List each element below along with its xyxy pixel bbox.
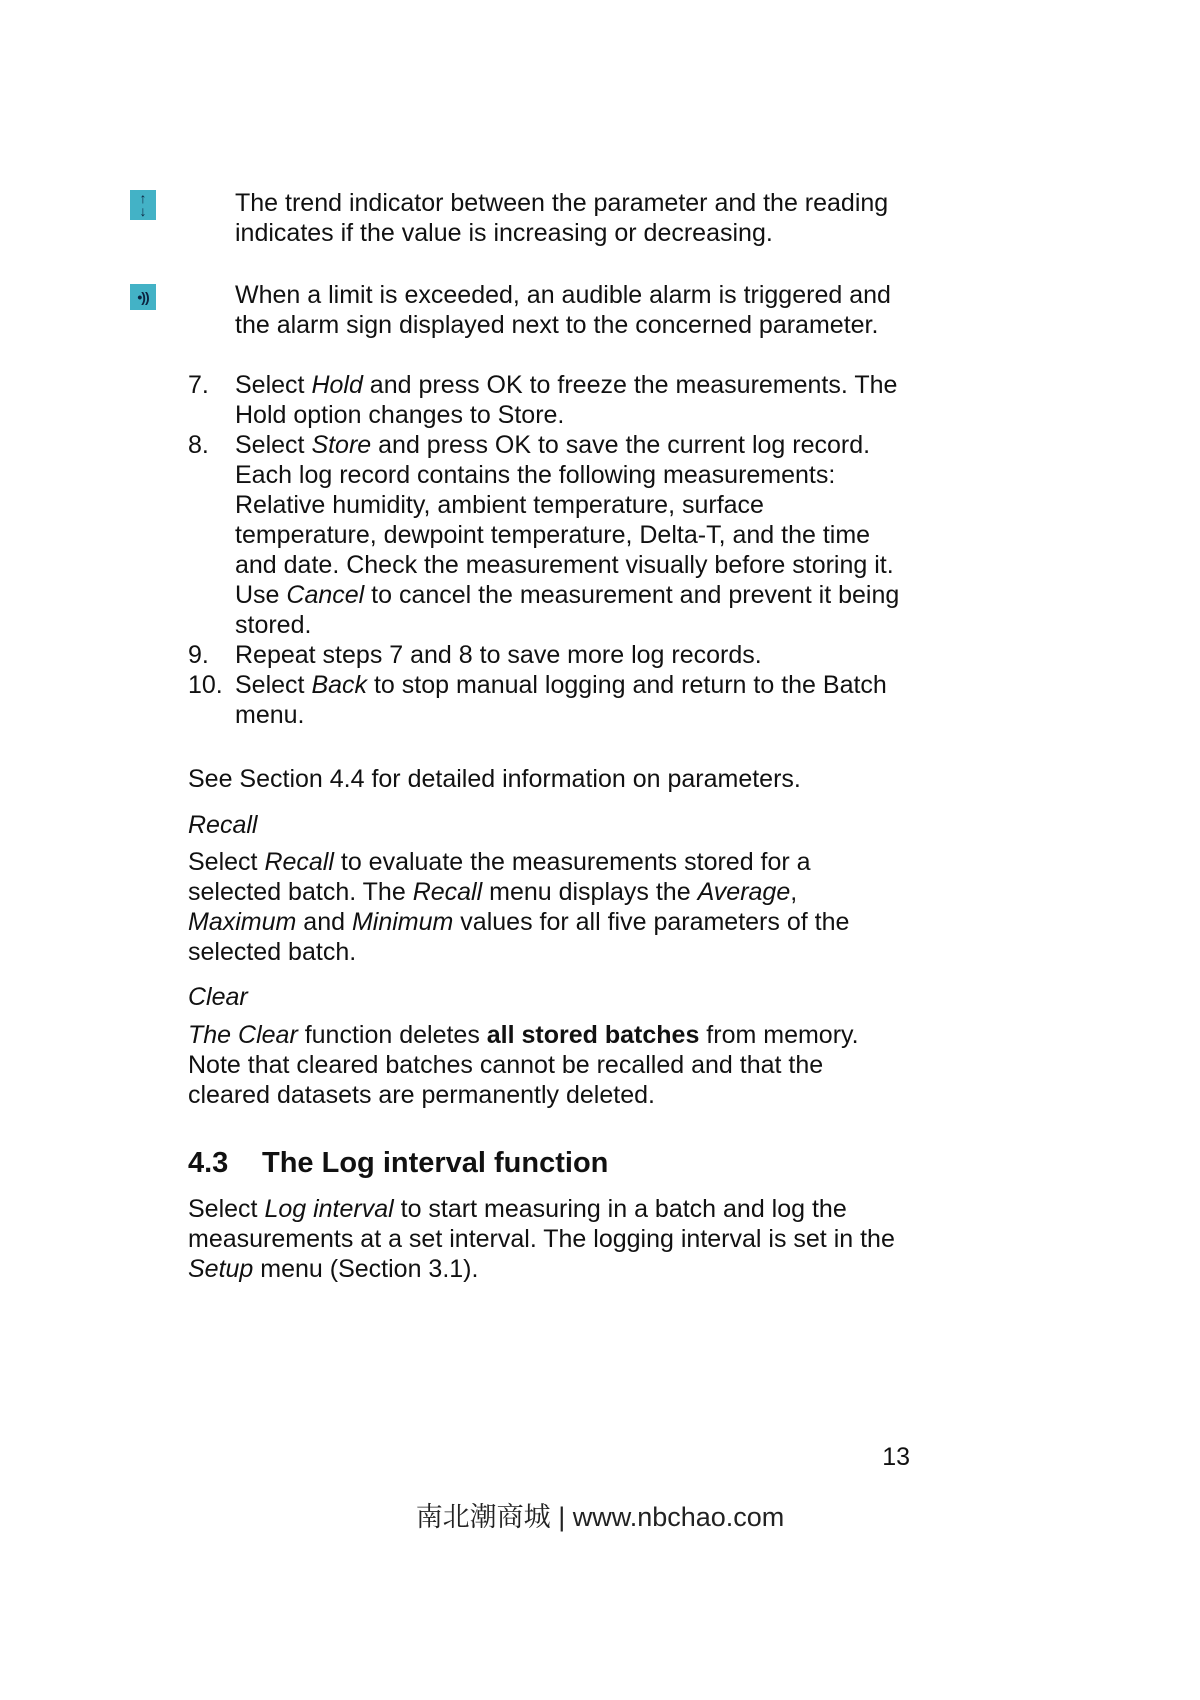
- log-interval-paragraph: Select Log interval to start measuring in a batch and log the measurements at a set interval. The logging interval is set in the Setup menu (Section 3.1).: [188, 1195, 895, 1283]
- list-item-step-7: [188, 370, 910, 430]
- list-item-step-10: [188, 670, 910, 730]
- step-text: Repeat steps 7 and 8 to save more log records.: [235, 641, 762, 669]
- icon-column: [130, 188, 235, 248]
- section-number: 4.3: [188, 1147, 229, 1179]
- step-number: 8.: [188, 431, 209, 459]
- recall-paragraph: Select Recall to evaluate the measurements stored for a selected batch. The Recall menu displays the Average, Maximum and Minimum values for all five parameters of the selected batch.: [188, 848, 850, 966]
- section-heading-4-3: [188, 1146, 910, 1180]
- numbered-steps-list: [188, 370, 910, 730]
- trend-indicator-text: The trend indicator between the parameter and the reading indicates if the value is increasing or decreasing.: [235, 189, 889, 247]
- footer-watermark: 南北潮商城 | www.nbchao.com: [415, 1502, 785, 1532]
- alarm-note-text: When a limit is exceeded, an audible alarm is triggered and the alarm sign displayed next to the concerned parameter.: [235, 281, 891, 339]
- recall-subheading: Recall: [188, 811, 258, 839]
- body-text-block: [188, 764, 910, 1284]
- step-number: 10.: [188, 671, 223, 699]
- step-number: 7.: [188, 371, 209, 399]
- section-title: The Log interval function: [262, 1147, 609, 1179]
- up-arrow-glyph: ↑: [139, 190, 147, 206]
- trend-indicator-note: [130, 188, 910, 248]
- see-section-paragraph: See Section 4.4 for detailed information on parameters.: [188, 765, 801, 793]
- alarm-icon: [130, 284, 156, 310]
- list-item-step-8: [188, 430, 910, 640]
- clear-paragraph: The Clear function deletes all stored batches from memory. Note that cleared batches cannot be recalled and that the cleared datasets are permanently deleted.: [188, 1021, 859, 1109]
- alarm-sound-glyph: •)): [137, 289, 149, 305]
- step-number: 9.: [188, 641, 209, 669]
- step-text: Select Back to stop manual logging and return to the Batch menu.: [235, 671, 887, 729]
- step-text: Select Store and press OK to save the current log record. Each log record contains the following measurements: Relative humidity, ambient temperature, surface temperature, dewpoint temperature, Delta-T, and the time and date. Check the measurement visually before storing it. Use Cancel to cancel the measurement and prevent it being stored.: [235, 431, 900, 639]
- step-text: Select Hold and press OK to freeze the measurements. The Hold option changes to Store.: [235, 371, 898, 429]
- icon-column: [130, 280, 235, 340]
- alarm-note: [130, 280, 910, 340]
- trend-indicator-icon: [130, 190, 156, 220]
- clear-subheading: Clear: [188, 983, 248, 1011]
- page-number: 13: [882, 1443, 910, 1471]
- down-arrow-glyph: ↓: [139, 203, 147, 219]
- list-item-step-9: [188, 640, 910, 670]
